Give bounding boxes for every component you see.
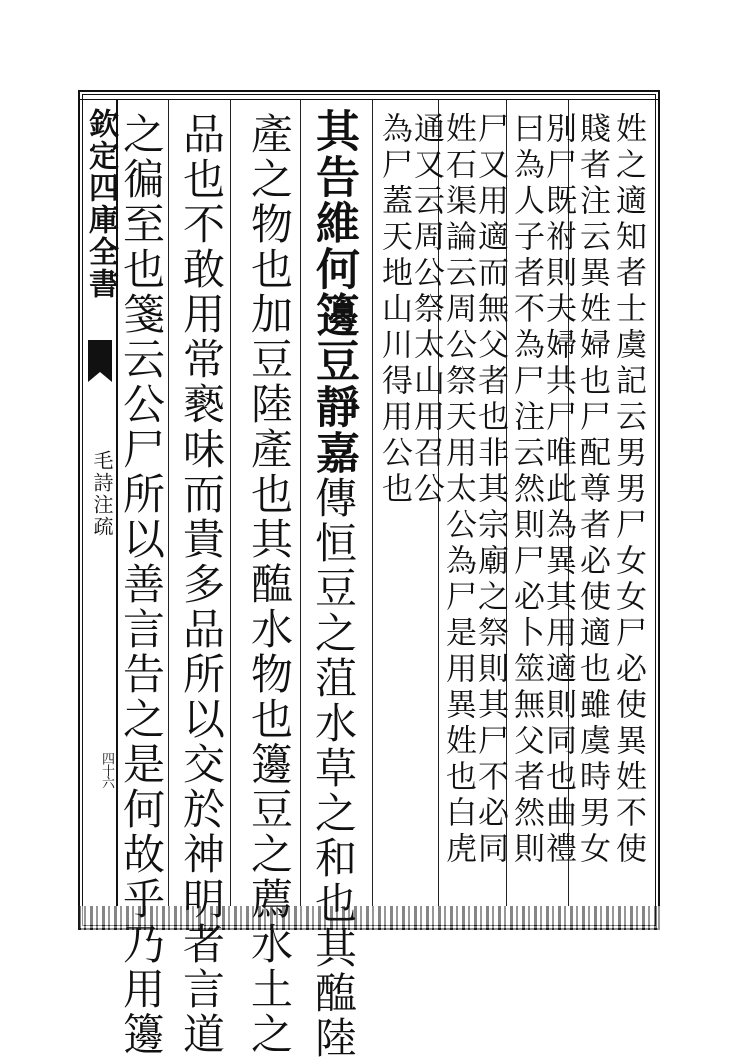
page-number: 四十六 — [99, 752, 114, 788]
top-border-rule — [78, 90, 660, 100]
text-column-9 — [308, 108, 359, 1061]
column-divider — [230, 100, 231, 906]
column-divider — [372, 100, 373, 906]
text-column-12: 之徧至也箋云公尸所以善言告之是何故乎乃用籩 — [117, 112, 166, 1057]
text-column-1: 姓之適知者士虞記云男男尸女女尸必使異姓不使 — [610, 112, 646, 868]
text-column-7: 通又云周公祭太山用召公 — [408, 112, 444, 508]
series-title: 欽定四庫全書 — [83, 108, 118, 300]
text-column-5: 尸又用適而無父者也非其宗廟之祭則其尸不必同 — [472, 112, 508, 868]
fish-tail-mark-icon — [88, 340, 112, 372]
text-column-4: 曰為人子者不為尸注云然則尸必卜筮無父者然則 — [508, 112, 544, 868]
text-column-11: 品也不敢用常褻味而貴多品所以交於神明者言道 — [177, 112, 226, 1057]
column-divider — [168, 100, 169, 906]
book-title: 毛詩注疏 — [90, 450, 114, 538]
text-column-6: 姓石渠論云周公祭天用太公為尸是用異姓也白虎 — [440, 112, 476, 868]
text-column-2: 賤者注云異姓婦也尸配尊者必使適也雖虞時男女 — [574, 112, 610, 868]
text-column-8: 為尸蓋天地山川得用公也 — [376, 112, 412, 508]
commentary-text: 傳恒豆之菹水草之和也其醢陸 — [309, 476, 358, 1061]
poem-line-heading: 其告維何籩豆靜嘉 — [308, 108, 359, 476]
text-column-3: 別尸既祔則夫婦共尸唯此為異其用適則同也曲禮 — [540, 112, 576, 868]
column-divider — [300, 100, 301, 906]
text-column-10: 產之物也加豆陸產也其醢水物也籩豆之薦水土之 — [245, 112, 294, 1057]
